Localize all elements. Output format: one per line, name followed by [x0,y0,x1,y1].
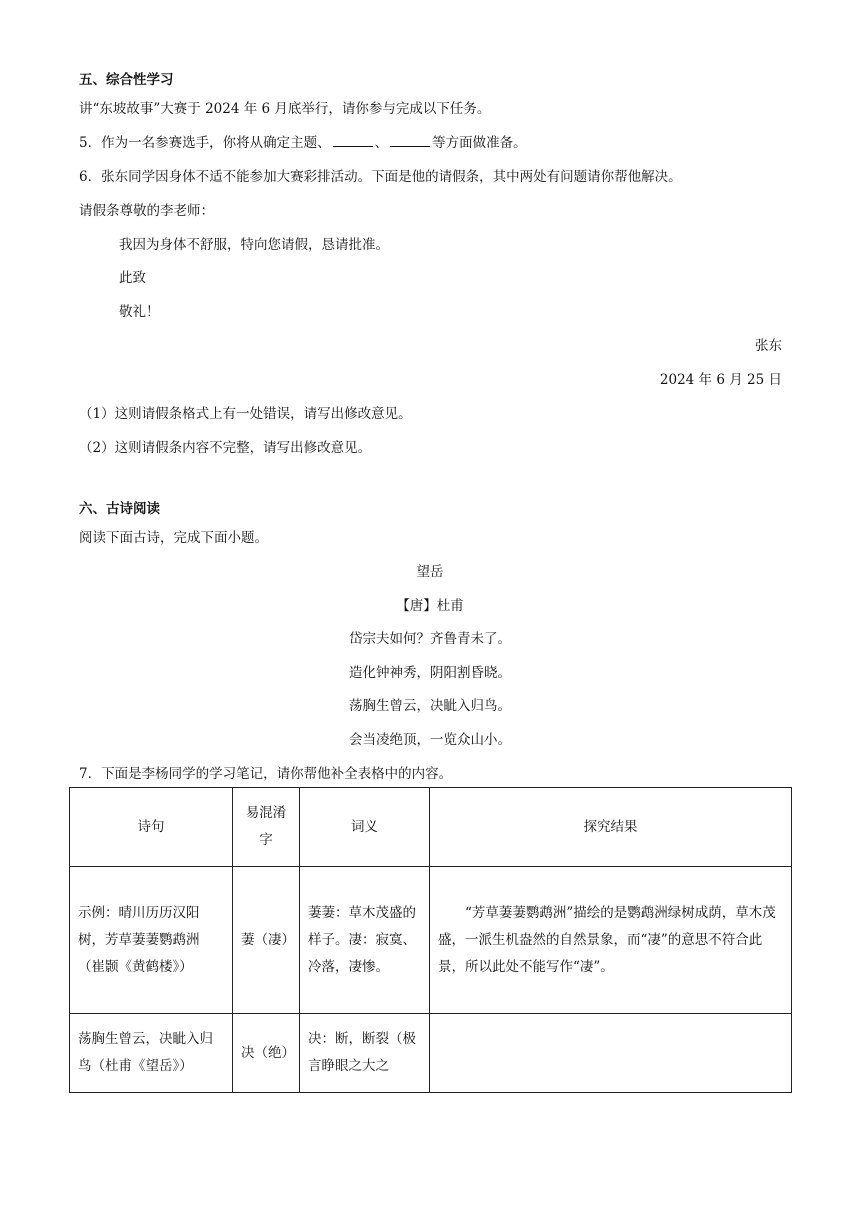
table-row [70,1014,792,1093]
section5-heading: 五、综合性学习 [79,72,174,88]
study-notes-table [69,787,792,1093]
cell-result-answer[interactable] [430,1014,792,1093]
question-5 [79,131,527,151]
cell-result: “芳草萋萋鹦鹉洲”描绘的是鹦鹉洲绿树成荫，草木茂盛，一派生机盎然的自然景象，而“凄”的意思不符合此景，所以此处不能写作“凄”。 [430,867,792,1014]
header-confusable-char: 易混淆字 [233,788,300,867]
table-row [70,867,792,1014]
q5-separator: 、 [374,135,389,151]
section6-heading: 六、古诗阅读 [79,501,160,517]
leave-note-jingli: 敬礼！ [119,304,160,320]
cell-confusable-char: 萋（凄） [233,867,300,1014]
header-meaning: 词义 [300,788,430,867]
poem-line: 荡胸生曾云，决眦入归鸟。 [349,698,511,714]
q5-prefix: 5．作为一名参赛选手，你将从确定主题、 [79,135,331,151]
leave-note-cizhi: 此致 [119,270,146,286]
cell-confusable-char: 决（绝） [233,1014,300,1093]
poem-title: 望岳 [416,564,444,580]
cell-verse: 荡胸生曾云，决眦入归鸟（杜甫《望岳》） [70,1014,233,1093]
section6-intro: 阅读下面古诗，完成下面小题。 [79,530,268,546]
poem-line: 造化钟神秀，阴阳割昏晓。 [349,665,511,681]
cell-verse: 示例：晴川历历汉阳树，芳草萋萋鹦鹉洲（崔颢《黄鹤楼》） [70,867,233,1014]
poem-line: 岱宗夫如何？齐鲁青未了。 [349,631,511,647]
q5-blank-2[interactable] [390,134,430,147]
leave-note-signature: 张东 [755,338,782,354]
section5-intro: 讲“东坡故事”大赛于 2024 年 6 月底举行，请你参与完成以下任务。 [79,101,491,117]
cell-meaning: 决：断，断裂（极言睁眼之大之 [300,1014,430,1093]
leave-note-date: 2024 年 6 月 25 日 [659,372,782,388]
question-6: 6．张东同学因身体不适不能参加大赛彩排活动。下面是他的请假条，其中两处有问题请你帮他解决。 [79,169,682,185]
leave-note-body: 我因为身体不舒服，特向您请假，恳请批准。 [119,237,389,253]
q5-suffix: 等方面做准备。 [432,135,527,151]
poem-author: 【唐】杜甫 [396,598,464,614]
question-7: 7．下面是李杨同学的学习笔记，请你帮他补全表格中的内容。 [79,766,453,782]
q5-blank-1[interactable] [333,134,373,147]
poem-line: 会当凌绝顶，一览众山小。 [349,732,511,748]
sub-question-2: （2）这则请假条内容不完整，请写出修改意见。 [79,440,372,456]
sub-question-1: （1）这则请假条格式上有一处错误，请写出修改意见。 [79,406,412,422]
leave-note-header: 请假条尊敬的李老师： [79,203,214,219]
table-header-row [70,788,792,867]
header-verse: 诗句 [70,788,233,867]
cell-meaning: 萋萋：草木茂盛的样子。凄：寂寞、冷落，凄惨。 [300,867,430,1014]
header-result: 探究结果 [430,788,792,867]
